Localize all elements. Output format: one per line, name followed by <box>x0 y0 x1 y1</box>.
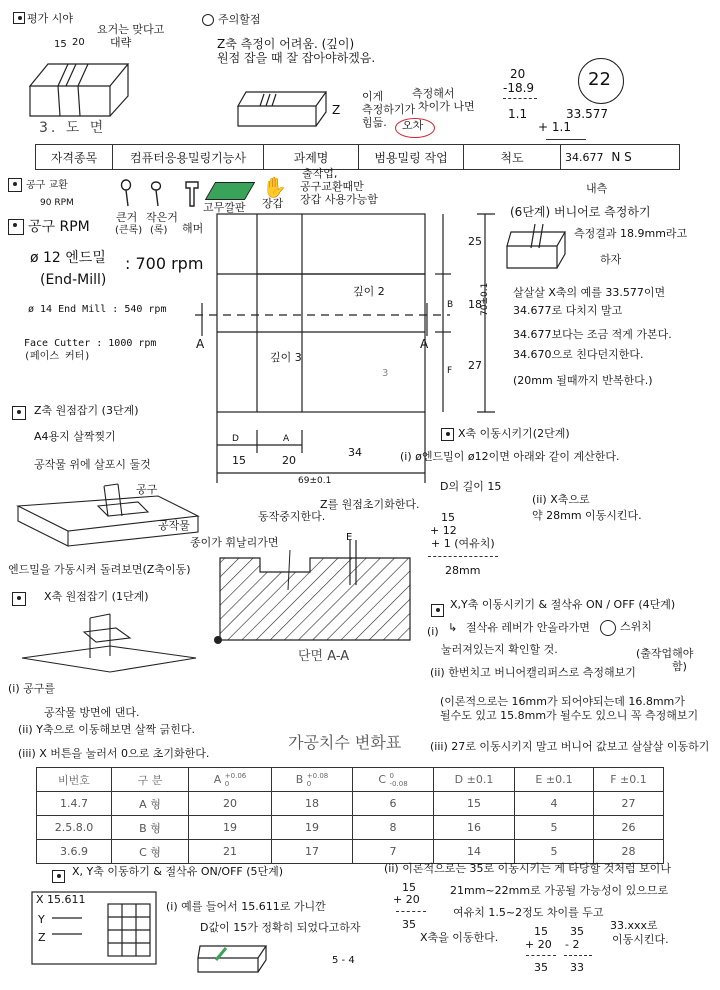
zset-line2: 공작물 위에 살포시 둘것 <box>34 458 151 471</box>
example-1: 살살살 X축의 예를 33.577이면 <box>513 286 666 299</box>
table-row <box>37 840 664 864</box>
step4-theory-1: (이론적으로는 16mm가 되어야되는데 16.8mm가 <box>440 695 685 708</box>
step5-c2-line <box>526 955 556 956</box>
table-cell: 21 <box>189 840 272 864</box>
dim-D: D <box>232 434 239 444</box>
xmove-line1: (i) ø엔드밀이 ø12이면 아래와 같이 계산한다. <box>400 450 620 463</box>
xmove-ticks: E <box>346 532 353 543</box>
step4-i3: 눌러져있는지 확인할 것. <box>441 643 558 656</box>
hard-measure-2: 측정하기가 <box>362 103 416 116</box>
caution-line2: 원점 잡을 때 잘 잡아야하겠음. <box>217 51 376 65</box>
table-cell: 7 <box>353 840 434 864</box>
table-cell: 15 <box>434 792 515 816</box>
xmove-dlen: D의 길이 15 <box>440 480 502 493</box>
table-row <box>37 816 664 840</box>
endmill14: ø 14 End Mill : 540 rpm <box>28 304 167 315</box>
caution-icon <box>202 14 214 26</box>
table-cell: 20 <box>189 792 272 816</box>
cut-A-left: A <box>196 337 205 351</box>
table-cell: 5 <box>515 840 594 864</box>
section-label: 단면 A-A <box>298 649 350 664</box>
table-cell: 2.5.8.0 <box>37 816 112 840</box>
tool-small2: (록) <box>150 225 168 236</box>
xmove-stop: 동작중지한다. <box>258 510 326 523</box>
tool-change-label: 공구 교환 <box>26 180 68 191</box>
col-header-no: 비번호 <box>37 768 112 792</box>
step4-arrow-icon: ↳ <box>448 621 458 634</box>
col-header-B-label: B <box>295 772 304 786</box>
col-header-C-label: C <box>378 772 387 786</box>
table-cell: 14 <box>434 840 515 864</box>
vernier-sketch <box>505 222 575 278</box>
xmove-calc-3: + 1 (여유치) <box>431 537 495 550</box>
step5-c1-line <box>396 911 426 912</box>
step5-title: X, Y축 이동하기 & 절삭유 ON/OFF (5단계) <box>72 865 284 878</box>
tool-rubber: 고무깔판 <box>203 201 246 214</box>
tool-small: 작은거 <box>146 211 178 224</box>
section-drawing <box>210 530 420 645</box>
face-cutter-1: Face Cutter : 1000 rpm <box>24 338 157 349</box>
dim-18: 18 <box>468 298 482 311</box>
step5-c3a: 35 <box>570 925 584 938</box>
calc-b-3: 34.677 <box>565 151 604 164</box>
z-depth-sketch <box>236 82 336 142</box>
zset-endmill: 엔드밀을 가동시켜 돌려보면(Z축이동) <box>8 563 191 576</box>
checkbox-eval <box>13 12 25 24</box>
xmove-calc-line <box>428 556 498 557</box>
dim-F: F <box>447 366 453 376</box>
table-cell: 17 <box>272 840 353 864</box>
calc-a-1: 20 <box>510 67 526 81</box>
example-5: (20mm 될때까지 반복한다.) <box>513 374 653 387</box>
checkbox-rpm <box>8 219 24 235</box>
table-cell: 3.6.9 <box>37 840 112 864</box>
caution-line1: Z축 측정이 어려움. (깊이) <box>217 37 355 51</box>
step4-must-2: 함) <box>672 660 687 673</box>
table-cell: 6 <box>353 792 434 816</box>
xmove-title: X축 이동시키기(2단계) <box>458 427 570 440</box>
example-4: 34.670으로 친다던지한다. <box>513 348 644 361</box>
col-header-C <box>353 768 434 792</box>
block-sketch-top-left <box>28 46 138 126</box>
rpm-title: 공구 RPM <box>28 219 90 235</box>
calc-b-line <box>546 139 586 140</box>
step5-i: (i) 예를 들어서 15.611로 가니깐 <box>166 900 326 913</box>
xset-ii: (ii) Y축으로 이동해보면 살짝 긁힌다. <box>18 723 196 736</box>
example-2: 34.677로 다치지 말고 <box>513 304 623 317</box>
xset-title: X축 원점잡기 (1단계) <box>44 590 149 603</box>
face-cutter-2: (페이스 커터) <box>24 351 91 362</box>
error-label: 오차 <box>402 119 424 132</box>
change-table-title: 가공치수 변화표 <box>288 733 402 752</box>
table-cell: 28 <box>594 840 664 864</box>
col-header-C-tol-up: 0 <box>389 771 394 780</box>
checkbox-step5 <box>52 870 65 883</box>
header-cell-scale-value <box>561 145 680 170</box>
caution-label: 주의할점 <box>218 13 261 26</box>
header-cell-scale: 척도 <box>464 145 561 170</box>
endmill12-en: (End-Mill) <box>40 272 107 288</box>
step4-theory-2: 될수도 있고 15.8mm가 될수도 있으니 꼭 측정해보기 <box>440 709 699 722</box>
col-header-B <box>272 768 353 792</box>
example-3: 34.677보다는 조금 적게 가본다. <box>513 328 672 341</box>
checkbox-tool-change <box>8 178 22 192</box>
note-approx: 요거는 맞다고 <box>97 23 165 36</box>
d-measure-sketch <box>196 938 276 978</box>
dim-A: A <box>283 434 290 444</box>
table-cell: 8 <box>353 816 434 840</box>
step4-title: X,Y축 이동시키기 & 절삭유 ON / OFF (4단계) <box>450 598 676 611</box>
hard-measure-3: 힘듦. <box>362 116 387 129</box>
table-cell: 5 <box>515 816 594 840</box>
step5-dval: D값이 15가 정확히 되었다고하자 <box>200 921 361 934</box>
rpm-90-label: 90 RPM <box>40 198 74 208</box>
cut-A-right: A <box>420 337 429 351</box>
step5-y: Y <box>38 913 45 926</box>
step5-c2b: + 20 <box>525 938 552 951</box>
diff-label-2: 차이가 나면 <box>418 100 475 113</box>
col-header-F: F ±0.1 <box>594 768 664 792</box>
header-cell-task-value: 범용밀링 작업 <box>359 145 464 170</box>
col-header-B-tol-dn: 0 <box>306 779 312 788</box>
dim-total: 70±0.1 <box>480 282 490 316</box>
table-cell: 16 <box>434 816 515 840</box>
result-2: 하자 <box>600 253 622 266</box>
zset-title: Z축 원점잡기 (3단계) <box>34 404 139 417</box>
depth-3: 깊이 3 <box>270 351 302 364</box>
table-cell: 4 <box>515 792 594 816</box>
page-circle-number: 22 <box>588 69 611 90</box>
dim-34: 34 <box>348 446 362 459</box>
dim-27: 27 <box>468 359 482 372</box>
diff-label-1: 측정해서 <box>412 87 455 100</box>
header-cell-qual-value: 컴퓨터응용밀링기능사 <box>113 145 264 170</box>
change-table <box>36 767 664 864</box>
col-header-C-tol-dn: -0.08 <box>389 779 408 788</box>
glove-icon: ✋ <box>262 175 287 199</box>
dot-3: 3 <box>382 368 389 379</box>
rubber-pad-icon <box>205 182 255 200</box>
checkbox-xset <box>12 592 26 606</box>
table-cell: A 형 <box>112 792 189 816</box>
header-cell-qualification: 자격종목 <box>36 145 113 170</box>
step4-i2: 절삭유 레버가 안올라가면 <box>466 621 590 634</box>
table-cell: 1.4.7 <box>37 792 112 816</box>
tool-big: 큰거 <box>116 211 138 224</box>
xset-i: (i) 공구를 <box>8 682 56 695</box>
zset-line1: A4용지 살짝찢기 <box>34 430 116 443</box>
step5-c3c: 33 <box>570 961 584 974</box>
step6-title: (6단계) 버니어로 측정하기 <box>510 205 651 219</box>
table-cell: B 형 <box>112 816 189 840</box>
tool-hammer: 해머 <box>182 222 204 235</box>
depth-2: 깊이 2 <box>353 285 385 298</box>
tool-gloves: 장갑 <box>262 197 284 210</box>
zset-work: 공작물 <box>158 519 190 532</box>
switch-icon <box>600 620 616 636</box>
table-cell: 19 <box>189 816 272 840</box>
col-header-E: E ±0.1 <box>515 768 594 792</box>
result-1: 측정결과 18.9mm라고 <box>574 227 688 240</box>
endmill12: ø 12 엔드밀 <box>30 250 106 266</box>
header-cell-task: 과제명 <box>264 145 359 170</box>
axis-z-label: Z <box>332 103 341 117</box>
gloves-note-3: 장갑 사용가능함 <box>300 193 378 206</box>
zset-tool: 공구 <box>136 483 158 496</box>
gloves-note-1: 출작업, <box>302 167 338 180</box>
dim-15: 15 <box>54 39 67 50</box>
xmove-calc-2: + 12 <box>430 524 457 537</box>
step4-i1: (i) <box>427 625 439 638</box>
gloves-note-2: 공구교환때만 <box>300 180 364 193</box>
xset-iii: (iii) X 버튼을 눌러서 0으로 초기화한다. <box>18 747 210 760</box>
calc-a-line <box>503 98 537 99</box>
inner-label: 내측 <box>586 182 608 195</box>
calc-a-2: -18.9 <box>503 81 535 95</box>
xset-sketch <box>20 608 200 682</box>
step5-c1a: 15 <box>402 881 416 894</box>
calc-b-1: 33.577 <box>566 107 608 121</box>
step5-c2c: 35 <box>534 961 548 974</box>
step5-z: Z <box>38 931 46 944</box>
step5-c3-line <box>564 955 592 956</box>
col-header-A-label: A <box>213 772 222 786</box>
step5-page: 5 - 4 <box>332 955 355 966</box>
table-cell: 26 <box>594 816 664 840</box>
dim-69: 69±0.1 <box>298 476 332 486</box>
dim-B: B <box>447 300 454 310</box>
step4-must-1: (출작업해야 <box>636 647 694 660</box>
xmove-ii-2: 약 28mm 이동시킨다. <box>532 509 642 522</box>
xset-i2: 공작물 방면에 댄다. <box>44 706 140 719</box>
xmove-zinit: Z를 원점초기화한다. <box>320 498 420 511</box>
xmove-ii-1: (ii) X축으로 <box>532 493 590 506</box>
section-title: 3. 도 면 <box>39 120 107 136</box>
calc-a-3: 1.1 <box>508 107 528 121</box>
scale-ns: N S <box>611 150 632 164</box>
note-approx2: 대략 <box>110 36 132 49</box>
col-header-D: D ±0.1 <box>434 768 515 792</box>
header-table <box>35 144 680 170</box>
step5-c1b: + 20 <box>393 893 420 906</box>
table-cell: 19 <box>272 816 353 840</box>
dim-20-bottom: 20 <box>282 454 296 467</box>
tool-big2: (큰록) <box>115 225 143 236</box>
step5-ii-3: 여유치 1.5~2정도 차이를 두고 <box>453 906 604 919</box>
step5-c3b: - 2 <box>565 938 580 951</box>
endmill12-rpm: : 700 rpm <box>125 254 204 273</box>
step5-xxx-2: 이동시킨다. <box>612 933 669 946</box>
calc-b-2: + 1.1 <box>538 120 571 134</box>
checkbox-xmove <box>441 428 454 441</box>
col-header-A-tol-dn: 0 <box>224 779 230 788</box>
step4-ii: (ii) 한번치고 버니어캘리퍼스로 측정해보기 <box>430 666 636 679</box>
step5-ii-2: 21mm~22mm로 가공될 가능성이 있으므로 <box>450 884 669 897</box>
col-header-A-tol-up: +0.06 <box>224 771 247 780</box>
step5-c2a: 15 <box>534 925 548 938</box>
table-cell: 27 <box>594 792 664 816</box>
dim-15-bottom: 15 <box>232 454 246 467</box>
hard-measure-1: 이게 <box>362 90 384 103</box>
step4-iii: (iii) 27로 이동시키지 말고 버니어 값보고 살살살 이동하기 <box>430 740 710 753</box>
col-header-A <box>189 768 272 792</box>
dim-25: 25 <box>468 235 482 248</box>
col-header-B-tol-up: +0.08 <box>306 771 329 780</box>
zset-paper: 종이가 휘날리가면 <box>190 536 279 549</box>
step5-ii-4: X축을 이동한다. <box>420 931 499 944</box>
table-cell: 18 <box>272 792 353 816</box>
col-header-type: 구 분 <box>112 768 189 792</box>
xmove-calc-1: 15 <box>441 511 455 524</box>
step5-ii-1: (ii) 이론적으로는 35로 이동시키는 게 타당할 것처럼 보이나 <box>384 862 671 875</box>
xmove-calc-4: 28mm <box>445 564 481 577</box>
step5-xxx-1: 33.xxx로 <box>610 919 658 932</box>
step5-c1c: 35 <box>402 918 416 931</box>
table-row <box>37 792 664 816</box>
checkbox-zset <box>12 406 26 420</box>
eval-view-label: 평가 시야 <box>27 12 74 25</box>
checkbox-step4 <box>431 604 444 617</box>
dim-20: 20 <box>72 37 85 48</box>
table-cell: C 형 <box>112 840 189 864</box>
step5-xval: X 15.611 <box>36 893 86 906</box>
step4-switch: 스위치 <box>620 620 652 633</box>
